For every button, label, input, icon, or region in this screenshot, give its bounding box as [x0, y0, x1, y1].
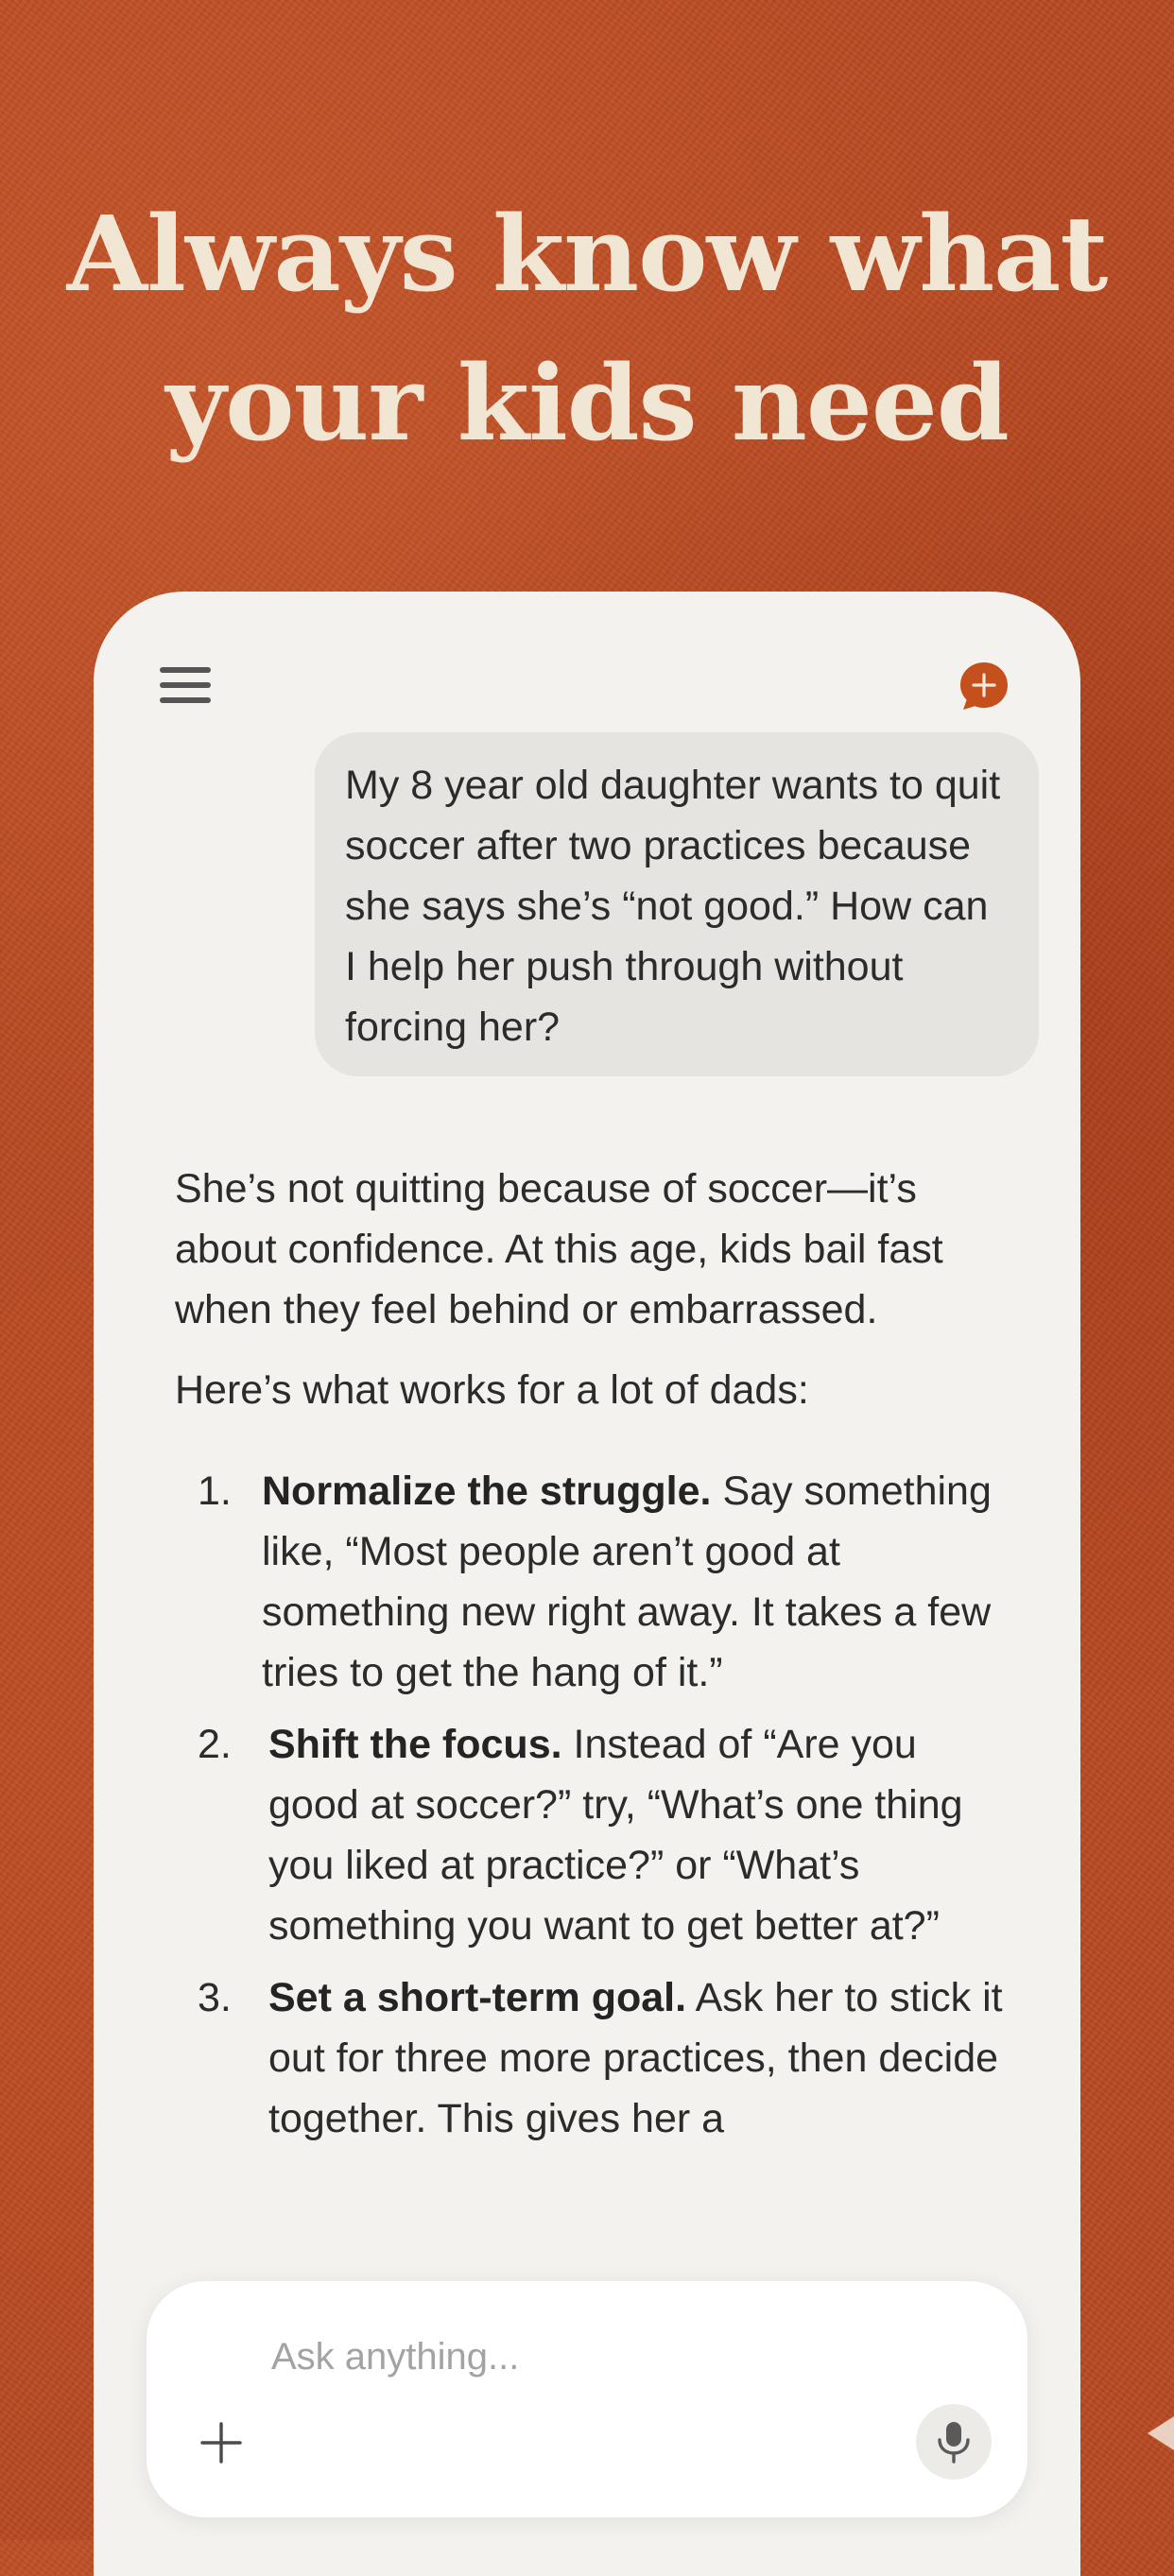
- attach-plus-button[interactable]: [198, 2419, 245, 2466]
- hamburger-menu-icon[interactable]: [160, 663, 213, 707]
- hero-line-1: Always know what: [66, 193, 1108, 315]
- microphone-icon: [935, 2420, 973, 2464]
- hero-headline: [0, 180, 1174, 478]
- hero-line-2: your kids need: [165, 342, 1009, 464]
- reply-lead: Here’s what works for a lot of dads:: [175, 1367, 809, 1413]
- reply-intro: She’s not quitting because of soccer—it’s about confidence. At this age, kids bail fast when they feel behind or embarrassed.: [175, 1166, 943, 1332]
- tip-title: Set a short-term goal.: [268, 1975, 687, 2020]
- tip-text: Instead of “Are you good at soccer?” try, “What’s one thing you liked at practice?” or “What’s something you want to get better at?”: [268, 1722, 963, 1949]
- message-composer: [147, 2281, 1027, 2517]
- tip-title: Shift the focus.: [268, 1722, 562, 1767]
- plus-icon: [198, 2419, 245, 2466]
- user-message-text: My 8 year old daughter wants to quit soccer after two practices because she says she’s “not good.” How can I help her push through without forcing her?: [345, 763, 1001, 1050]
- new-chat-button[interactable]: [958, 660, 1010, 713]
- phone-screen: [94, 592, 1080, 2576]
- user-message-bubble: [315, 732, 1039, 1076]
- microphone-button[interactable]: [916, 2404, 992, 2480]
- tips-list: [175, 1461, 1007, 2149]
- new-chat-plus-bubble-icon: [958, 660, 1010, 713]
- list-item: [175, 1461, 1007, 1703]
- tip-number: 1.: [198, 1468, 232, 1514]
- list-item: [175, 1967, 1007, 2149]
- tip-number: 2.: [198, 1722, 232, 1767]
- assistant-reply: [175, 1159, 1007, 2160]
- tip-text: Ask her to stick it out for three more practices, then decide together. This gives her a: [268, 1975, 1003, 2141]
- tip-text: Say something like, “Most people aren’t good at something new right away. It takes a few tries to get the hang of it.”: [262, 1468, 992, 1695]
- ask-anything-input[interactable]: [271, 2327, 933, 2387]
- tip-title: Normalize the struggle.: [262, 1468, 712, 1514]
- list-item: [175, 1714, 1007, 1956]
- edge-arrow-icon: [1144, 2414, 1174, 2452]
- tip-number: 3.: [198, 1975, 232, 2020]
